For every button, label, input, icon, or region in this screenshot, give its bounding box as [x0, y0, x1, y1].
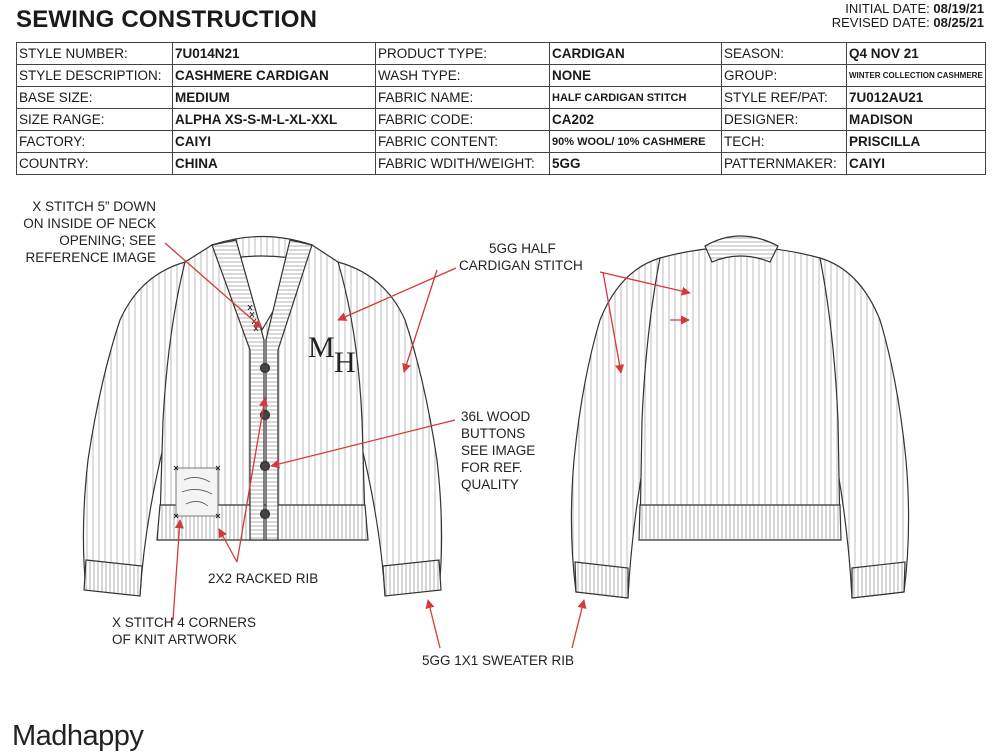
front-right-cuff [383, 560, 441, 596]
button-3 [261, 462, 270, 471]
callout-wood-buttons [461, 408, 535, 493]
spec-value: CAIYI [847, 153, 986, 175]
spec-value: PRISCILLA [847, 131, 986, 153]
callout-line: ON INSIDE OF NECK [23, 216, 156, 231]
front-left-cuff [84, 560, 142, 596]
spec-label: FACTORY: [17, 131, 173, 153]
spec-value: CASHMERE CARDIGAN [173, 65, 376, 87]
spec-value: 7U014N21 [173, 43, 376, 65]
spec-label: WASH TYPE: [376, 65, 550, 87]
spec-value: CARDIGAN [550, 43, 722, 65]
callout-line: OPENING; SEE [59, 233, 156, 248]
callout-line: BUTTONS [461, 426, 526, 441]
spec-label: PATTERNMAKER: [722, 153, 847, 175]
callout-line: CARDIGAN STITCH [459, 258, 583, 273]
back-hem [639, 505, 841, 540]
button-4 [261, 510, 270, 519]
callout-corners-x-stitch [112, 614, 256, 648]
callout-half-cardigan-stitch [459, 240, 583, 274]
monogram-m: M [308, 331, 335, 364]
spec-label: FABRIC NAME: [376, 87, 550, 109]
callout-sweater-rib: 5GG 1X1 SWEATER RIB [422, 653, 575, 668]
callout-line: X STITCH 5” DOWN [32, 199, 156, 214]
page-title: SEWING CONSTRUCTION [16, 6, 318, 33]
spec-label: TECH: [722, 131, 847, 153]
spec-label: STYLE NUMBER: [17, 43, 173, 65]
spec-label: SIZE RANGE: [17, 109, 173, 131]
spec-label: BASE SIZE: [17, 87, 173, 109]
spec-label: STYLE DESCRIPTION: [17, 65, 173, 87]
back-body [640, 247, 840, 535]
brand-logo: Madhappy [12, 720, 144, 752]
spec-label: FABRIC WDITH/WEIGHT: [376, 153, 550, 175]
initial-date: 08/19/21 [933, 1, 984, 16]
callout-line: QUALITY [461, 477, 519, 492]
spec-label: COUNTRY: [17, 153, 173, 175]
spec-label: FABRIC CODE: [376, 109, 550, 131]
spec-value: MEDIUM [173, 87, 376, 109]
revised-date-label: REVISED DATE: [831, 15, 930, 30]
callout-line: SEE IMAGE [461, 443, 536, 458]
callout-line: 36L WOOD [461, 409, 531, 424]
callout-line: 5GG HALF [489, 241, 556, 256]
callout-line: OF KNIT ARTWORK [112, 632, 237, 647]
spec-label: STYLE REF/PAT: [722, 87, 847, 109]
callout-line: REFERENCE IMAGE [25, 250, 156, 265]
spec-label: FABRIC CONTENT: [376, 131, 550, 153]
spec-value: 5GG [550, 153, 722, 175]
spec-value: 7U012AU21 [847, 87, 986, 109]
spec-value: MADISON [847, 109, 986, 131]
back-left-cuff [575, 562, 628, 598]
spec-label: PRODUCT TYPE: [376, 43, 550, 65]
callout-line: X STITCH 4 CORNERS [112, 615, 257, 630]
spec-label: DESIGNER: [722, 109, 847, 131]
initial-date-label: INITIAL DATE: [845, 1, 930, 16]
callout-racked-rib: 2X2 RACKED RIB [208, 571, 319, 586]
back-right-cuff [852, 562, 905, 598]
spec-value: Q4 NOV 21 [847, 43, 986, 65]
spec-value: HALF CARDIGAN STITCH [550, 87, 722, 109]
spec-value: ALPHA XS-S-M-L-XL-XXL [173, 109, 376, 131]
revised-date: 08/25/21 [933, 15, 984, 30]
spec-label: GROUP: [722, 65, 847, 87]
callout-neck-x-stitch [14, 198, 156, 266]
spec-value: CHINA [173, 153, 376, 175]
callout-line: FOR REF. [461, 460, 523, 475]
spec-value: WINTER COLLECTION CASHMERE [847, 65, 986, 87]
button-1 [261, 364, 270, 373]
monogram-h: H [334, 346, 356, 379]
spec-value: NONE [550, 65, 722, 87]
spec-value: CAIYI [173, 131, 376, 153]
spec-label: SEASON: [722, 43, 847, 65]
spec-value: 90% WOOL/ 10% CASHMERE [550, 131, 722, 153]
back-view [571, 236, 908, 598]
spec-value: CA202 [550, 109, 722, 131]
